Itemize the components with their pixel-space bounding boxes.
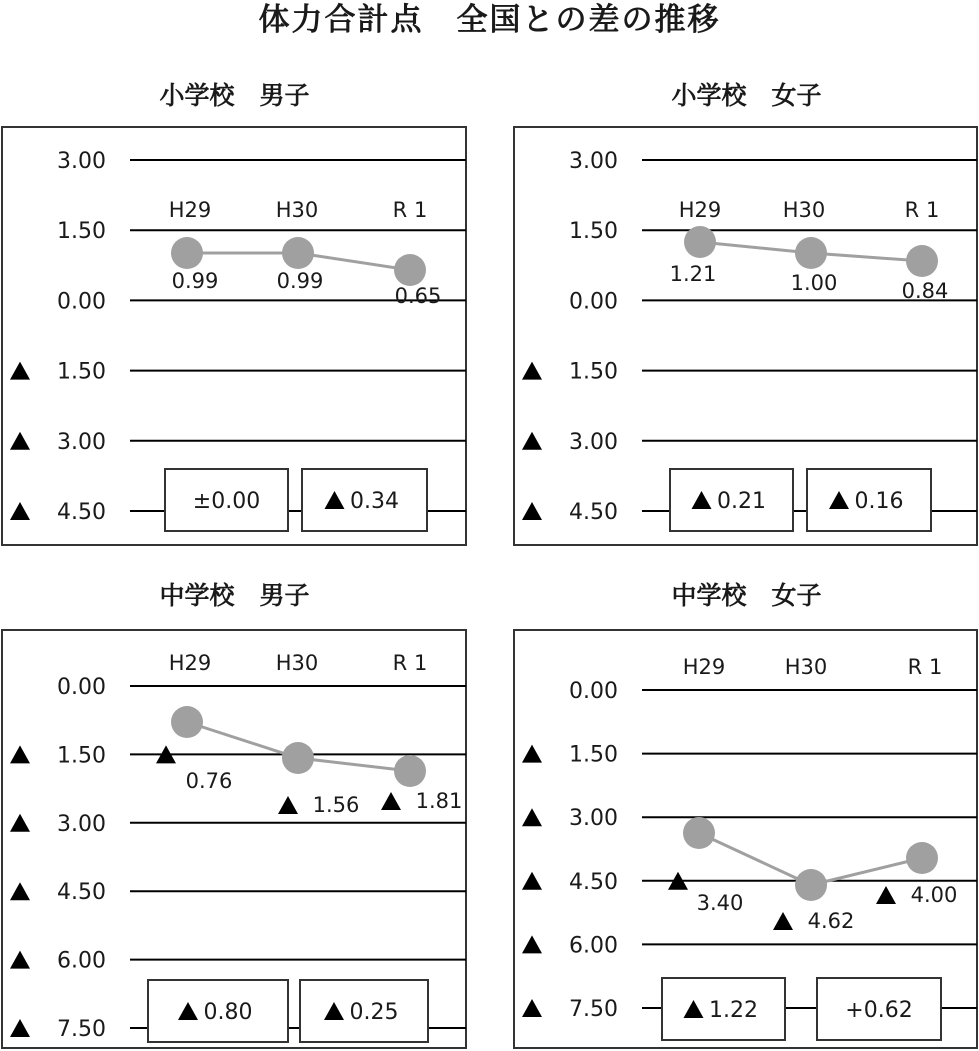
elementary-boys-category-label: H30 <box>275 198 319 222</box>
junior-high-girls-data-label-triangle-icon <box>876 886 896 904</box>
junior-high-boys-y-tick-label: 4.50 <box>57 880 106 906</box>
elementary-girls-data-label: 1.00 <box>790 271 838 295</box>
junior-high-girls-tick-triangle-icon <box>522 808 542 826</box>
chart-panel-elementary-boys <box>0 125 470 549</box>
junior-high-girls-data-point <box>683 817 715 849</box>
junior-high-boys-data-label-triangle-icon <box>278 796 298 814</box>
elementary-girls-category-label: H30 <box>782 198 826 222</box>
elementary-boys-tick-triangle-icon <box>10 502 30 520</box>
elementary-girls-y-tick-label: 3.00 <box>569 429 618 455</box>
junior-high-girls-y-tick-label: 1.50 <box>569 742 618 768</box>
elementary-girls-tick-triangle-icon <box>522 502 542 520</box>
elementary-boys-category-label: H29 <box>168 198 212 222</box>
elementary-boys-y-tick-label: 1.50 <box>57 359 106 385</box>
junior-high-girls-category-label: R 1 <box>907 655 943 679</box>
junior-high-boys-tick-triangle-icon <box>10 1019 30 1037</box>
elementary-boys-y-tick-label: 0.00 <box>57 289 106 315</box>
elementary-boys-data-point <box>394 254 426 286</box>
junior-high-girls-tick-triangle-icon <box>522 935 542 953</box>
junior-high-boys-y-tick-label: 1.50 <box>57 743 106 769</box>
junior-high-boys-change-value: 0.80 <box>203 1000 253 1025</box>
junior-high-boys-tick-triangle-icon <box>10 814 30 832</box>
elementary-boys-data-label: 0.65 <box>394 284 442 308</box>
elementary-boys-y-tick-label: 3.00 <box>57 429 106 455</box>
elementary-boys-data-label: 0.99 <box>171 269 219 293</box>
junior-high-girls-tick-triangle-icon <box>522 872 542 890</box>
junior-high-boys-category-label: R 1 <box>392 651 428 675</box>
junior-high-boys-data-point <box>394 755 426 787</box>
elementary-girls-category-label: R 1 <box>904 198 940 222</box>
junior-high-girls-category-label: H30 <box>784 655 828 679</box>
junior-high-girls-change-value: 1.22 <box>709 998 758 1023</box>
junior-high-boys-y-tick-label: 0.00 <box>57 675 106 700</box>
junior-high-girls-y-tick-label: 6.00 <box>569 933 618 959</box>
junior-high-girls-tick-triangle-icon <box>522 745 542 763</box>
main-title: 体力合計点 全国との差の推移 <box>258 2 721 38</box>
elementary-girls-change-value: 0.21 <box>717 489 766 514</box>
junior-high-girls-y-tick-label: 3.00 <box>569 806 618 832</box>
elementary-girls-y-tick-label: 1.50 <box>569 359 618 385</box>
junior-high-boys-change-value: 0.25 <box>349 1000 399 1025</box>
junior-high-girls-data-label: 3.40 <box>696 891 744 915</box>
elementary-girls-category-label: H29 <box>678 198 722 222</box>
elementary-girls-data-point <box>906 245 938 277</box>
junior-high-girls-y-tick-label: 0.00 <box>569 679 618 704</box>
elementary-girls-y-tick-label: 3.00 <box>569 149 618 174</box>
junior-high-girls-tick-triangle-icon <box>522 999 542 1017</box>
junior-high-boys-y-tick-label: 6.00 <box>57 948 106 974</box>
junior-high-boys-data-label: 1.81 <box>415 789 463 813</box>
elementary-girls-y-tick-label: 4.50 <box>569 500 618 525</box>
panel-title-elementary-boys: 小学校 男子 <box>159 81 310 110</box>
junior-high-girls-data-label-triangle-icon <box>773 912 793 930</box>
junior-high-girls-data-point <box>906 842 938 874</box>
elementary-girls-data-label: 0.84 <box>901 279 949 303</box>
elementary-girls-y-tick-label: 0.00 <box>569 289 618 315</box>
junior-high-boys-category-label: H30 <box>275 651 319 675</box>
elementary-boys-data-label: 0.99 <box>276 269 324 293</box>
elementary-girls-data-label: 1.21 <box>669 262 717 286</box>
elementary-boys-change-value: 0.34 <box>350 489 399 514</box>
elementary-girls-tick-triangle-icon <box>522 362 542 380</box>
elementary-girls-data-point <box>795 237 827 269</box>
elementary-girls-data-point <box>684 226 716 258</box>
junior-high-boys-tick-triangle-icon <box>10 951 30 969</box>
junior-high-girls-data-label: 4.00 <box>910 883 958 907</box>
elementary-boys-y-tick-label: 3.00 <box>57 149 106 174</box>
elementary-girls-tick-triangle-icon <box>522 432 542 450</box>
junior-high-boys-y-tick-label: 7.50 <box>57 1017 106 1042</box>
chart-panel-junior-high-girls <box>512 628 979 1051</box>
chart-panel-junior-high-boys <box>0 628 470 1051</box>
junior-high-boys-data-point <box>282 742 314 774</box>
junior-high-girls-data-label: 4.62 <box>807 909 855 933</box>
junior-high-boys-data-label-triangle-icon <box>381 792 401 810</box>
elementary-boys-change-value: ±0.00 <box>192 489 261 514</box>
elementary-boys-tick-triangle-icon <box>10 432 30 450</box>
junior-high-boys-category-label: H29 <box>168 651 212 675</box>
junior-high-girls-y-tick-label: 7.50 <box>569 997 618 1022</box>
junior-high-girls-change-value: +0.62 <box>845 998 913 1023</box>
elementary-boys-tick-triangle-icon <box>10 362 30 380</box>
elementary-girls-change-value: 0.16 <box>854 489 904 514</box>
elementary-girls-y-tick-label: 1.50 <box>569 219 618 245</box>
elementary-boys-data-point <box>171 237 203 269</box>
chart-panel-elementary-girls <box>512 125 979 549</box>
panel-title-junior-high-girls: 中学校 女子 <box>671 581 822 610</box>
panel-title-elementary-girls: 小学校 女子 <box>671 81 822 110</box>
elementary-boys-y-tick-label: 1.50 <box>57 219 106 245</box>
junior-high-boys-data-label: 1.56 <box>312 793 360 817</box>
junior-high-boys-y-tick-label: 3.00 <box>57 811 106 837</box>
panel-title-junior-high-boys: 中学校 男子 <box>159 581 310 610</box>
junior-high-girls-category-label: H29 <box>682 655 726 679</box>
elementary-boys-y-tick-label: 4.50 <box>57 500 106 525</box>
junior-high-girls-y-tick-label: 4.50 <box>569 869 618 895</box>
elementary-boys-category-label: R 1 <box>392 198 428 222</box>
junior-high-boys-data-point <box>171 706 203 738</box>
junior-high-boys-tick-triangle-icon <box>10 882 30 900</box>
junior-high-boys-tick-triangle-icon <box>10 745 30 763</box>
junior-high-girls-data-point <box>795 869 827 901</box>
elementary-boys-data-point <box>282 237 314 269</box>
junior-high-boys-data-label: 0.76 <box>185 769 233 793</box>
